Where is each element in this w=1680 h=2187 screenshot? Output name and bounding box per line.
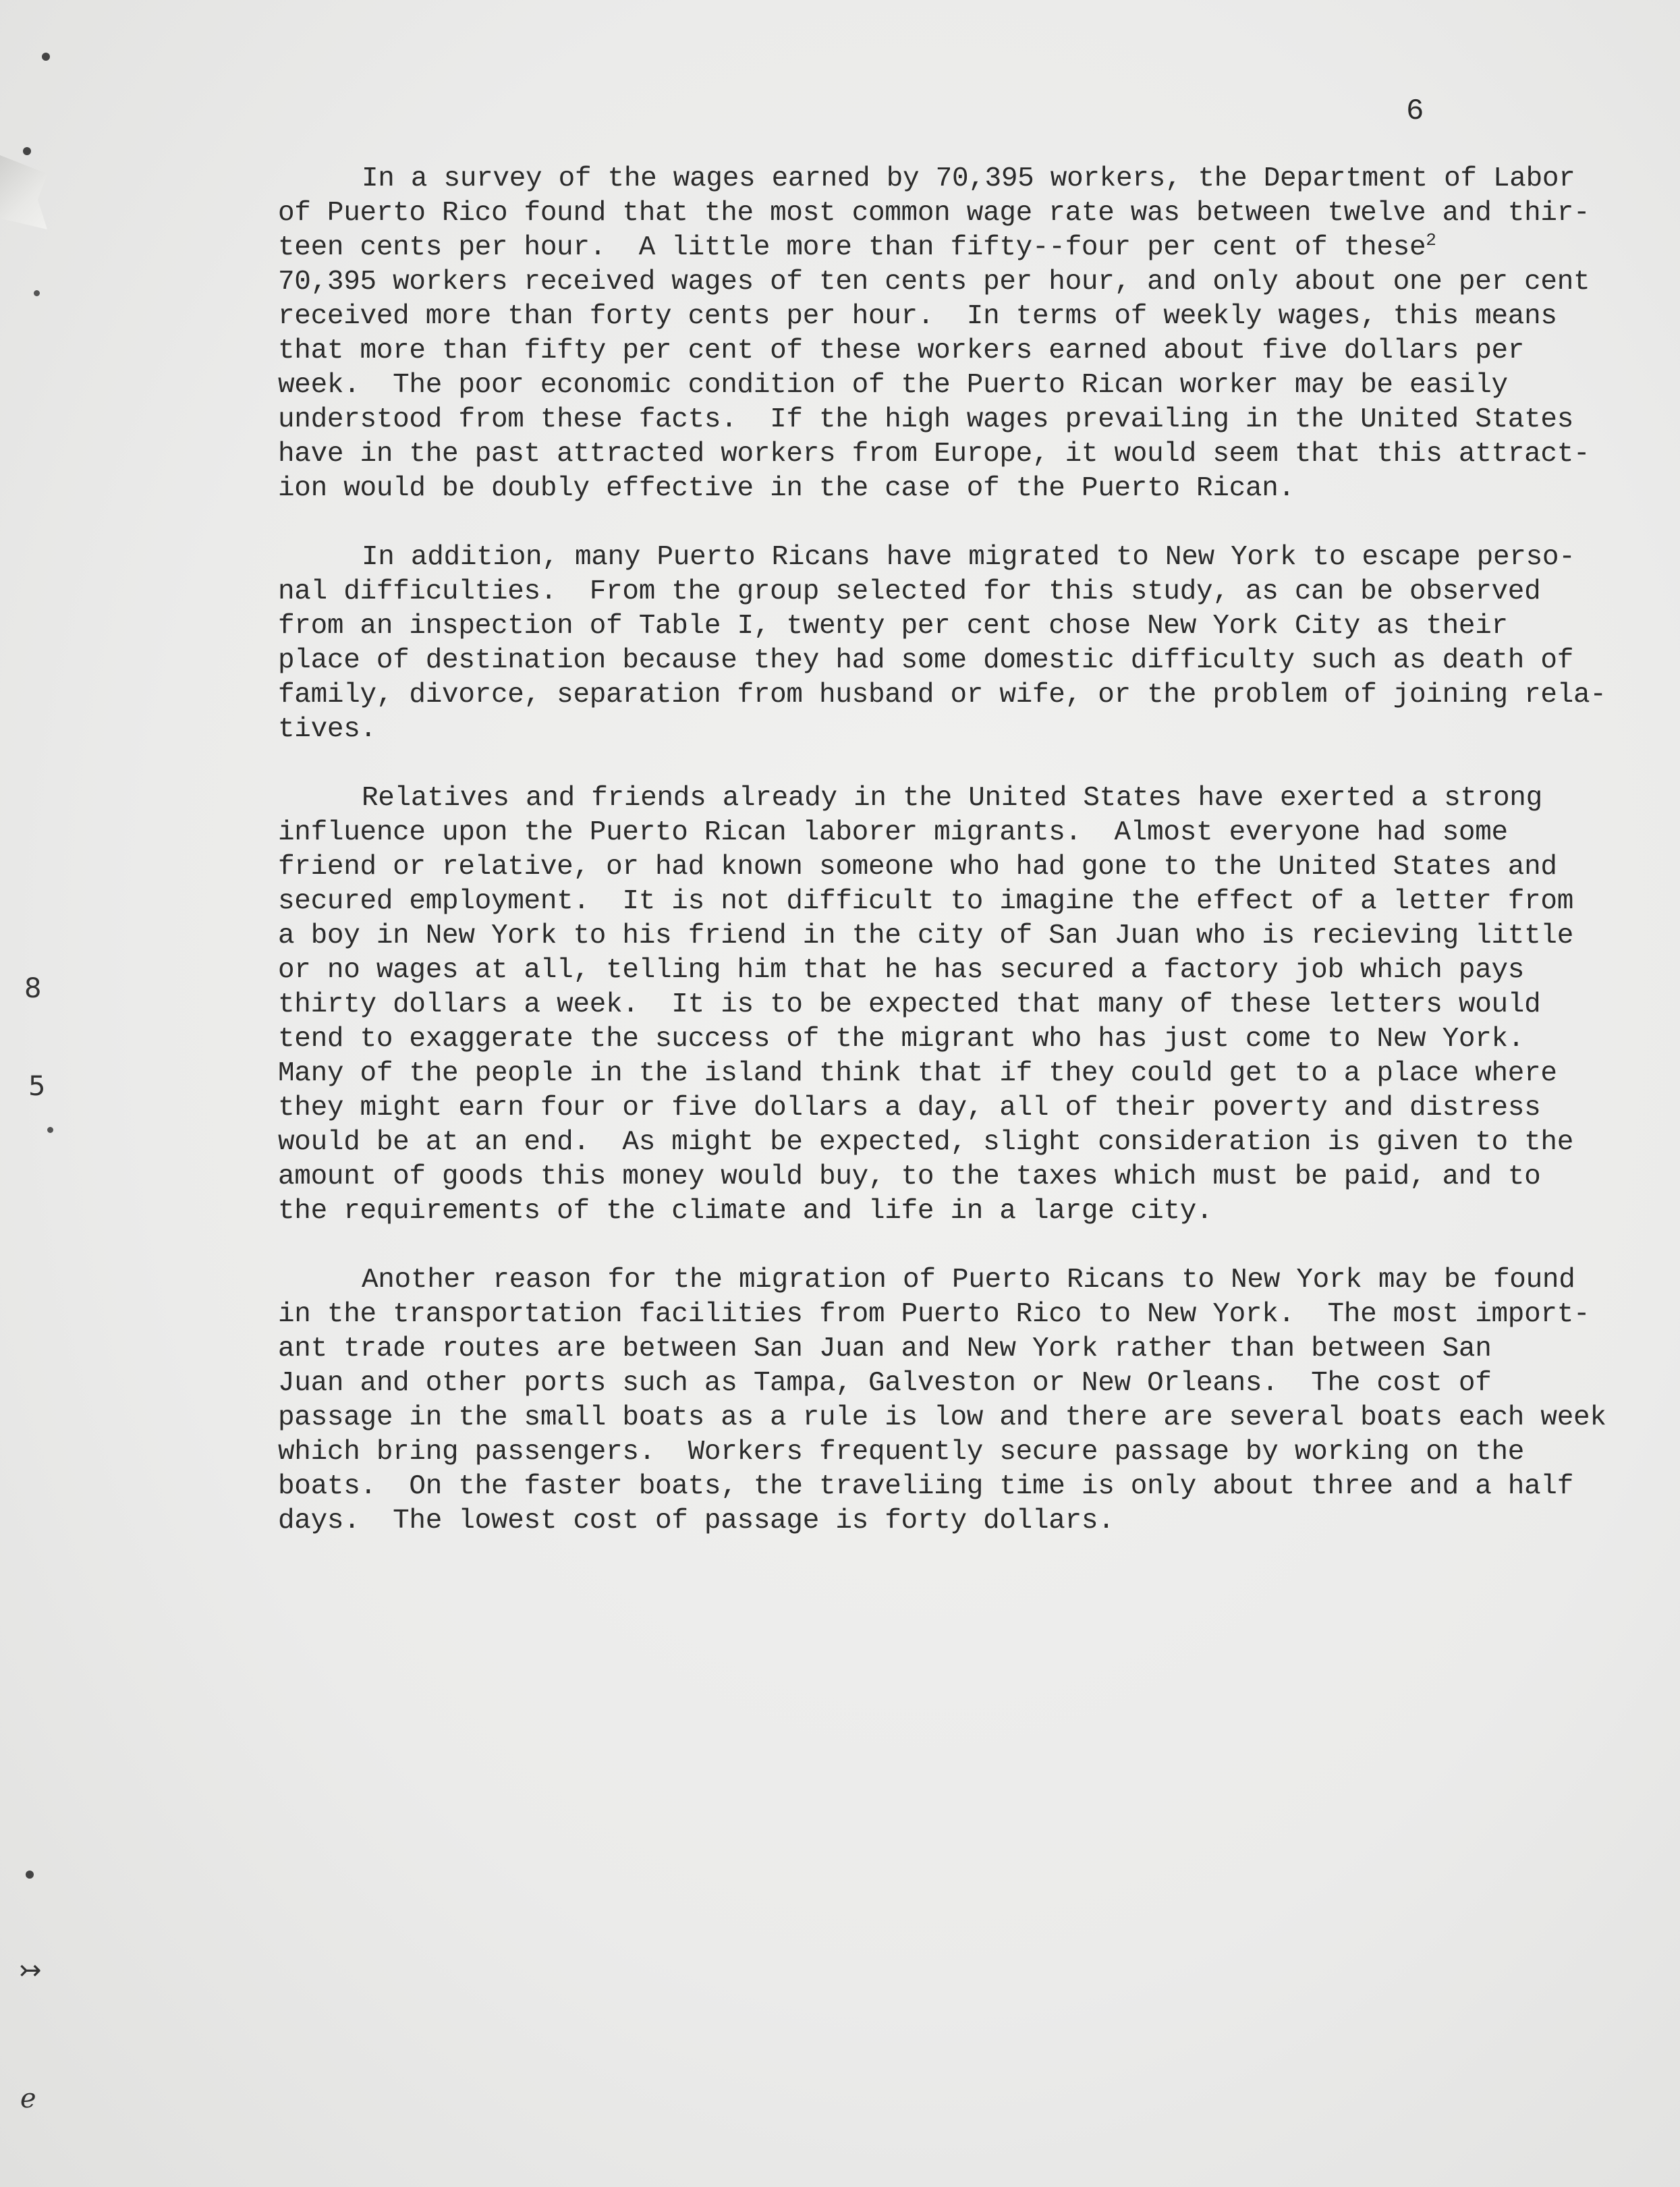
- text-line: ion would be doubly effective in the case of the Puerto Rican.: [278, 473, 1295, 504]
- text-line: teen cents per hour. A little more than fifty--four per cent of these: [278, 232, 1426, 263]
- text-line: In a survey of the wages earned by 70,395 workers, the Department of Labor: [362, 163, 1575, 194]
- text-line: 70,395 workers received wages of ten cents per hour, and only about one per cent: [278, 267, 1590, 298]
- text-line: received more than forty cents per hour. In terms of weekly wages, this means: [278, 301, 1557, 332]
- text-line: days. The lowest cost of passage is forty dollars.: [278, 1505, 1115, 1537]
- paragraph-personal-difficulties: [278, 541, 1644, 747]
- text-line: from an inspection of Table I, twenty per cent chose New York City as their: [278, 611, 1508, 642]
- text-line: friend or relative, or had known someone who had gone to the United States and: [278, 852, 1557, 883]
- paragraph-transportation: [278, 1263, 1644, 1539]
- paragraph-relatives-influence: [278, 781, 1644, 1229]
- text-line: influence upon the Puerto Rican laborer migrants. Almost everyone had some: [278, 817, 1508, 848]
- punch-hole-mark: [42, 53, 50, 61]
- page-number: 6: [1406, 94, 1424, 128]
- text-line: tives.: [278, 714, 376, 745]
- text-line: Juan and other ports such as Tampa, Galveston or New Orleans. The cost of: [278, 1368, 1492, 1399]
- text-line: Many of the people in the island think that if they could get to a place where: [278, 1058, 1557, 1089]
- text-line: boats. On the faster boats, the traveliing time is only about three and a half: [278, 1471, 1574, 1502]
- text-line: would be at an end. As might be expected, slight consideration is given to the: [278, 1127, 1574, 1158]
- binding-mark: 5: [28, 1071, 46, 1102]
- binding-mark: ↣: [19, 1955, 42, 1986]
- text-line: which bring passengers. Workers frequently secure passage by working on the: [278, 1437, 1525, 1468]
- text-line: that more than fifty per cent of these workers earned about five dollars per: [278, 335, 1525, 366]
- text-line: they might earn four or five dollars a day, all of their poverty and distress: [278, 1092, 1541, 1124]
- punch-hole-mark: [34, 290, 40, 296]
- text-line: amount of goods this money would buy, to the taxes which must be paid, and to: [278, 1161, 1541, 1192]
- text-line: passage in the small boats as a rule is low and there are several boats each week: [278, 1402, 1606, 1433]
- text-line: place of destination because they had some domestic difficulty such as death of: [278, 645, 1574, 676]
- text-line: or no wages at all, telling him that he has secured a factory job which pays: [278, 955, 1525, 986]
- text-line: have in the past attracted workers from Europe, it would seem that this attract-: [278, 439, 1590, 470]
- punch-hole-mark: [47, 1127, 53, 1133]
- text-line: a boy in New York to his friend in the city of San Juan who is recieving little: [278, 920, 1574, 951]
- footnote-marker: 2: [1426, 230, 1436, 250]
- text-line: ant trade routes are between San Juan and New York rather than between San: [278, 1333, 1492, 1364]
- text-line: thirty dollars a week. It is to be expected that many of these letters would: [278, 989, 1541, 1020]
- text-line: in the transportation facilities from Puerto Rico to New York. The most import-: [278, 1299, 1590, 1330]
- text-line: In addition, many Puerto Ricans have migrated to New York to escape perso-: [362, 542, 1575, 573]
- punch-hole-mark: [26, 1871, 34, 1879]
- text-line: of Puerto Rico found that the most common wage rate was between twelve and thir-: [278, 198, 1590, 229]
- torn-corner: [0, 155, 47, 229]
- punch-hole-mark: [23, 147, 31, 155]
- text-line-with-footnote: [278, 231, 1644, 265]
- text-line: Relatives and friends already in the United States have exerted a strong: [362, 783, 1542, 814]
- text-line: family, divorce, separation from husband or wife, or the problem of joining rela-: [278, 680, 1606, 711]
- binding-mark: ℯ: [20, 2083, 36, 2114]
- text-line: Another reason for the migration of Puerto Ricans to New York may be found: [362, 1265, 1575, 1296]
- binding-mark: 8: [24, 973, 42, 1004]
- text-line: understood from these facts. If the high wages prevailing in the United States: [278, 404, 1574, 435]
- body-text: [278, 162, 1644, 1573]
- text-line: week. The poor economic condition of the Puerto Rican worker may be easily: [278, 370, 1508, 401]
- paragraph-wages-survey: [278, 162, 1644, 506]
- text-line: secured employment. It is not difficult to imagine the effect of a letter from: [278, 886, 1574, 917]
- text-line: the requirements of the climate and life in a large city.: [278, 1196, 1213, 1227]
- text-line: tend to exaggerate the success of the migrant who has just come to New York.: [278, 1024, 1525, 1055]
- text-line: nal difficulties. From the group selected for this study, as can be observed: [278, 576, 1541, 607]
